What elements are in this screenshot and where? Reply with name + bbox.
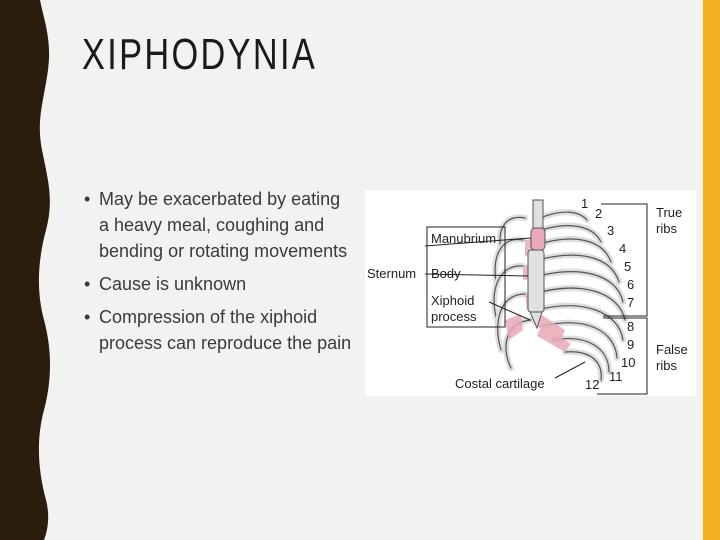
bullet-dot: •	[84, 189, 91, 209]
rib-number: 11	[609, 369, 623, 384]
rib-number: 2	[595, 206, 603, 221]
bullet-item	[84, 271, 354, 297]
bullet-item	[84, 186, 354, 264]
slide-title: XIPHODYNIA	[82, 30, 318, 79]
label-manubrium: Manubrium	[431, 231, 497, 246]
rib-cage-figure	[365, 190, 696, 396]
label-body: Body	[431, 266, 461, 281]
label-true: True	[656, 205, 683, 220]
sternum-drawing	[528, 200, 545, 328]
label-xiphoid: Xiphoid	[431, 293, 475, 308]
rib-number: 3	[607, 223, 615, 238]
label-false: False	[656, 342, 688, 357]
label-true-ribs: ribs	[656, 221, 677, 236]
label-sternum: Sternum	[367, 266, 417, 281]
bullet-dot: •	[84, 307, 91, 327]
rib-number: 8	[627, 319, 635, 334]
rib-number: 12	[585, 377, 600, 392]
rib-number: 4	[619, 241, 627, 256]
rib-number: 9	[627, 337, 635, 352]
bullet-list	[84, 186, 354, 363]
rib-number: 6	[627, 277, 635, 292]
decorative-left-band	[0, 0, 60, 540]
rib-number: 5	[624, 259, 632, 274]
rib-number: 1	[581, 196, 589, 211]
bullet-text: Cause is unknown	[99, 274, 247, 294]
rib-cage-illustration	[365, 190, 696, 396]
rib-number: 10	[621, 355, 636, 370]
rib-number: 7	[627, 295, 635, 310]
bullet-dot: •	[84, 274, 91, 294]
label-process: process	[431, 309, 477, 324]
label-costal-cartilage: Costal cartilage	[455, 376, 545, 391]
bullet-item	[84, 304, 354, 356]
ribs-drawing	[494, 212, 625, 380]
bullet-text: May be exacerbated by eating a heavy meal, coughing and bending or rotating movements	[99, 189, 348, 261]
decorative-right-band	[703, 0, 720, 540]
bullet-text: Compression of the xiphoid process can reproduce the pain	[99, 307, 352, 353]
label-false-ribs: ribs	[656, 358, 677, 373]
